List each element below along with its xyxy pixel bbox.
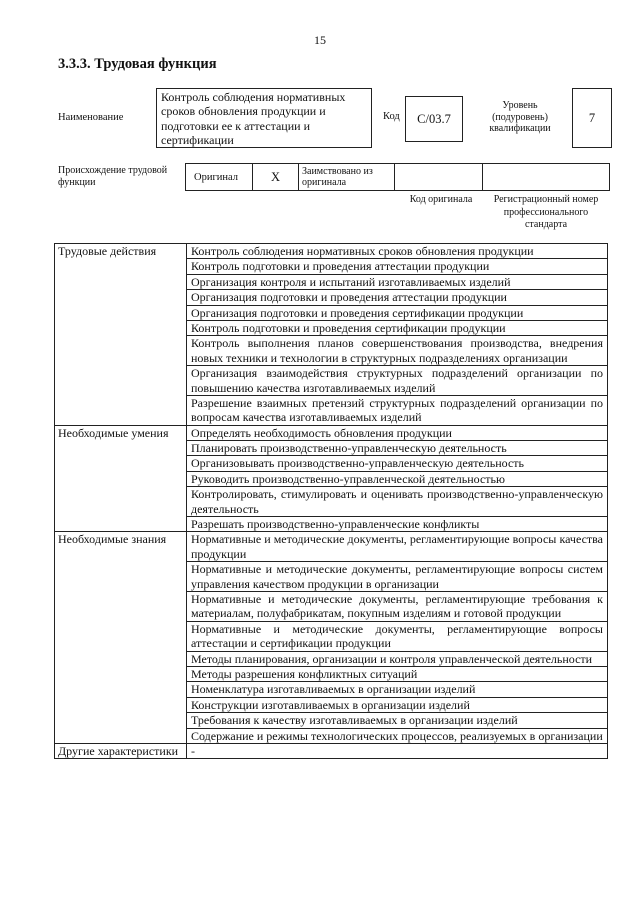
section-item: Организация подготовки и проведения аттестации продукции	[187, 290, 608, 305]
code-value: С/03.7	[405, 96, 463, 142]
original-mark: X	[252, 163, 299, 191]
section-item: Конструкции изготавливаемых в организации изделий	[187, 697, 608, 712]
section-item: Организация взаимодействия структурных подразделений организации по повышению качества изготавливаемых изделий	[187, 366, 608, 396]
section-item: Методы разрешения конфликтных ситуаций	[187, 666, 608, 681]
section-item: Требования к качеству изготавливаемых в организации изделий	[187, 713, 608, 728]
section-title: Другие характеристики	[55, 743, 187, 758]
section-item: Организация контроля и испытаний изготавливаемых изделий	[187, 274, 608, 289]
name-label: Наименование	[58, 112, 124, 123]
table-row	[55, 244, 608, 259]
section-item: Контроль соблюдения нормативных сроков обновления продукции	[187, 244, 608, 259]
section-title: Трудовые действия	[55, 244, 187, 426]
section-item: Нормативные и методические документы, регламентирующие вопросы аттестации и сертификации продукции	[187, 621, 608, 651]
borrowed-label: Заимствовано из оригинала	[298, 163, 395, 191]
section-item: Планировать производственно-управленческую деятельность	[187, 441, 608, 456]
origin-label: Происхождение трудовой функции	[58, 165, 168, 188]
section-item: Нормативные и методические документы, регламентирующие вопросы качества продукции	[187, 532, 608, 562]
table-row	[55, 743, 608, 758]
labor-function-table	[54, 243, 608, 759]
level-value: 7	[572, 88, 612, 148]
section-item: Руководить производственно-управленческой деятельностью	[187, 471, 608, 486]
section-item: Разрешение взаимных претензий структурных подразделений организации по вопросам качества изготавливаемых изделий	[187, 395, 608, 425]
original-code-caption: Код оригинала	[409, 194, 473, 205]
section-item: Контролировать, стимулировать и оценивать производственно-управленческую деятельность	[187, 487, 608, 517]
table-row	[55, 532, 608, 562]
registration-number-caption: Регистрационный номер профессионального стандарта	[493, 194, 599, 230]
section-heading: 3.3.3. Трудовая функция	[58, 56, 217, 72]
section-item: Организация подготовки и проведения сертификации продукции	[187, 305, 608, 320]
section-item: Нормативные и методические документы, регламентирующие требования к материалам, полуфабрикатам, покупным изделиям и готовой продукции	[187, 591, 608, 621]
section-item: Содержание и режимы технологических процессов, реализуемых в организации	[187, 728, 608, 743]
section-item: Нормативные и методические документы, регламентирующие вопросы систем управления качеством продукции в организации	[187, 562, 608, 592]
function-name-value: Контроль соблюдения нормативных сроков обновления продукции и подготовки ее к аттестации и сертификации	[156, 88, 372, 148]
section-title: Необходимые умения	[55, 425, 187, 532]
section-item: Контроль подготовки и проведения сертификации продукции	[187, 320, 608, 335]
table-row	[55, 425, 608, 440]
section-item: Контроль выполнения планов совершенствования производства, внедрения новых техники и технологии в структурных подразделениях организации	[187, 336, 608, 366]
section-item: Контроль подготовки и проведения аттестации продукции	[187, 259, 608, 274]
section-title: Необходимые знания	[55, 532, 187, 743]
section-item: Номенклатура изготавливаемых в организации изделий	[187, 682, 608, 697]
section-item: Методы планирования, организации и контроля управленческой деятельности	[187, 651, 608, 666]
origin-row	[185, 163, 610, 191]
section-item: Определять необходимость обновления продукции	[187, 425, 608, 440]
original-code-cell	[394, 163, 483, 191]
page-number: 15	[314, 33, 326, 47]
code-label: Код	[383, 111, 400, 122]
section-item: Разрешать производственно-управленческие конфликты	[187, 517, 608, 532]
registration-number-cell	[482, 163, 610, 191]
original-label: Оригинал	[185, 163, 253, 191]
section-item: Организовывать производственно-управленческую деятельность	[187, 456, 608, 471]
section-item: -	[187, 743, 608, 758]
level-label: Уровень (подуровень) квалификации	[489, 100, 551, 134]
